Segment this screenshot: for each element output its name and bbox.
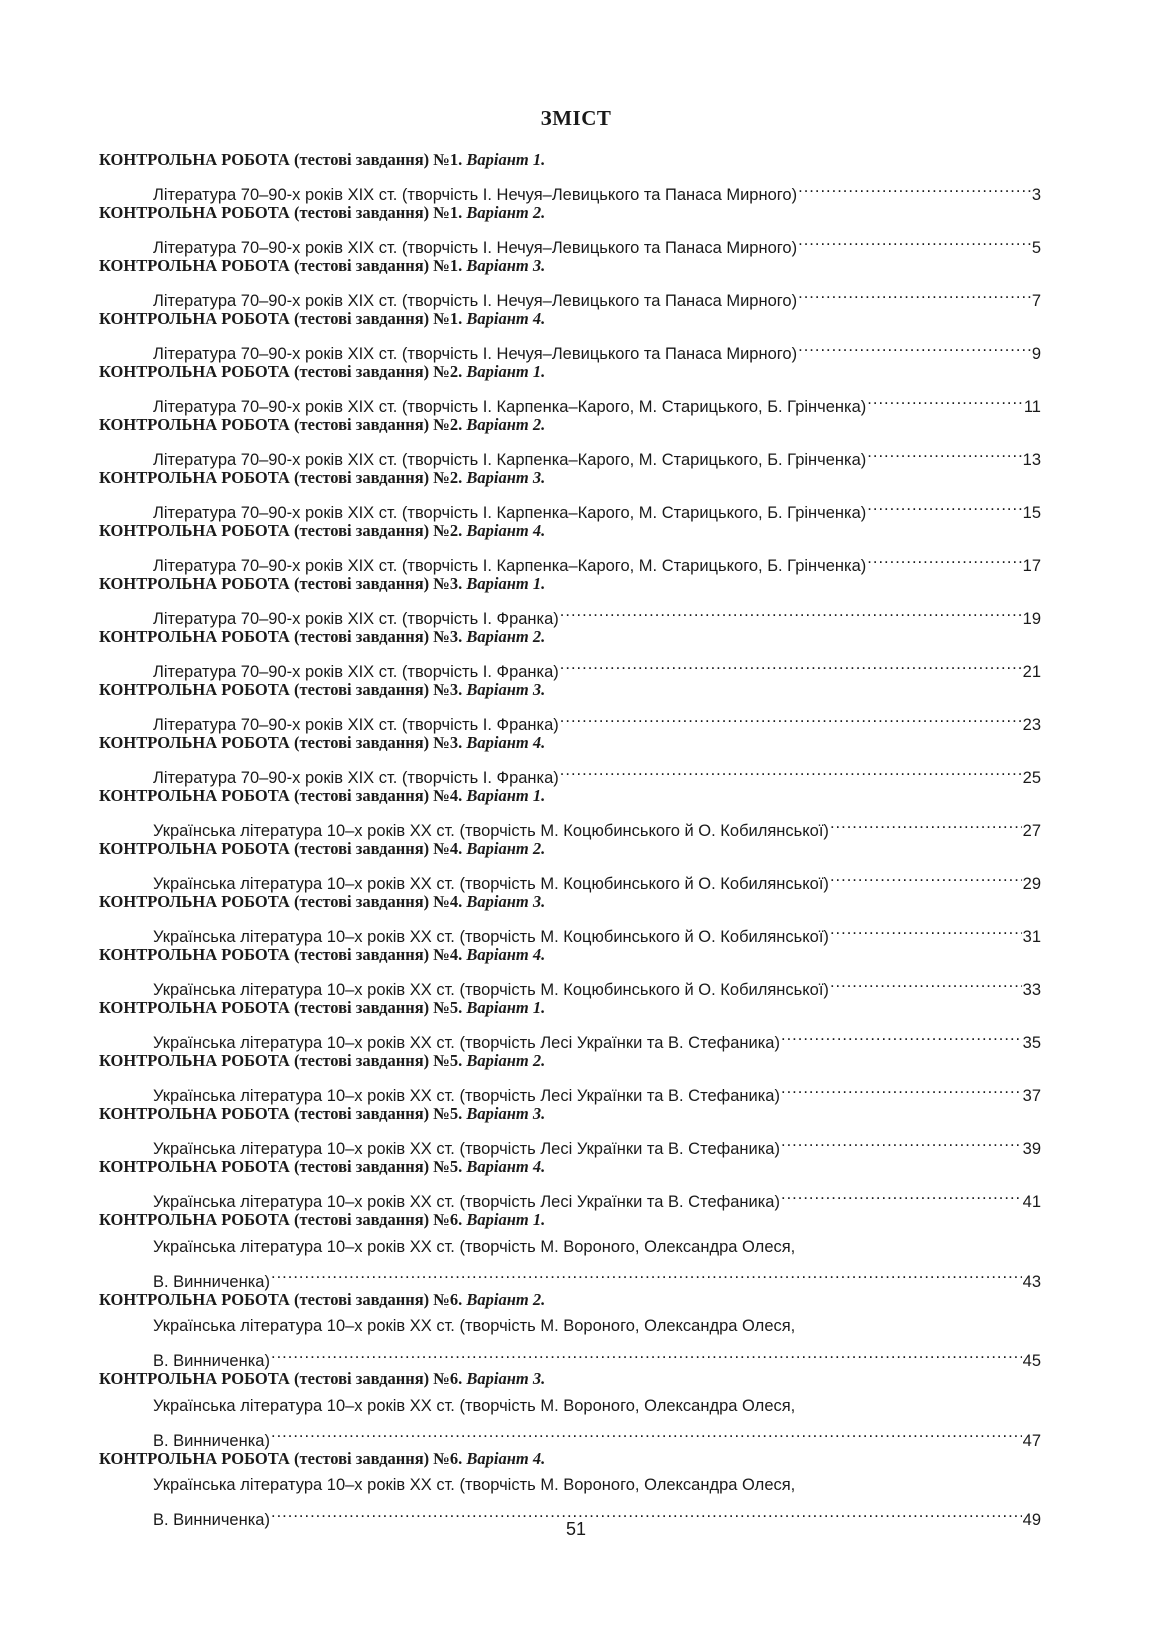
toc-entry-variant: Варіант 1.	[466, 574, 546, 593]
toc-entry-text: Українська література 10–х років ХХ ст. (творчість М. Коцюбинського й О. Кобилянської)	[153, 822, 829, 840]
toc-entry-title: КОНТРОЛЬНА РОБОТА (тестові завдання) №6.	[99, 1369, 463, 1388]
dot-leader	[271, 1340, 1022, 1367]
toc-entry-description	[99, 1472, 1041, 1499]
toc-entry-title: КОНТРОЛЬНА РОБОТА (тестові завдання) №3.	[99, 627, 463, 646]
toc-entry-title: КОНТРОЛЬНА РОБОТА (тестові завдання) №1.	[99, 256, 463, 275]
toc-entry	[99, 730, 1041, 787]
dot-leader	[560, 598, 1022, 625]
dot-leader	[867, 386, 1023, 413]
toc-entry-variant: Варіант 2.	[466, 627, 546, 646]
toc-entry-title: КОНТРОЛЬНА РОБОТА (тестові завдання) №4.	[99, 786, 463, 805]
dot-leader	[867, 439, 1021, 466]
toc-entry-text: Література 70–90-х років ХІХ ст. (творчість І. Франка)	[153, 716, 559, 734]
toc-entry-text: Українська література 10–х років ХХ ст. (творчість М. Вороного, Олександра Олеся,	[153, 1237, 796, 1256]
toc-entry-title: КОНТРОЛЬНА РОБОТА (тестові завдання) №4.	[99, 945, 463, 964]
toc-entry-title: КОНТРОЛЬНА РОБОТА (тестові завдання) №4.	[99, 892, 463, 911]
toc-page-number: 9	[1031, 345, 1041, 363]
toc-entry-title: КОНТРОЛЬНА РОБОТА (тестові завдання) №3.	[99, 574, 463, 593]
toc-page-number: 27	[1022, 822, 1041, 840]
toc-entry-description	[99, 1234, 1041, 1261]
toc-page-number: 41	[1022, 1193, 1041, 1211]
toc-entry-description	[99, 1128, 1041, 1158]
toc-entry-description	[99, 1181, 1041, 1211]
dot-leader	[781, 1075, 1022, 1102]
toc-page-number: 7	[1031, 292, 1041, 310]
toc-page-number: 19	[1022, 610, 1041, 628]
toc-entry-variant: Варіант 4.	[466, 1448, 546, 1468]
toc-entry-text: Українська література 10–х років ХХ ст. (творчість Лесі Українки та В. Стефаника)	[153, 1087, 780, 1105]
toc-entry-title: КОНТРОЛЬНА РОБОТА (тестові завдання) №2.	[99, 468, 463, 487]
toc-entry-text: Література 70–90-х років ХІХ ст. (творчість І. Нечуя–Левицького та Панаса Мирного)	[153, 239, 798, 257]
toc-entry-description	[99, 1393, 1041, 1420]
toc-entry-text: Література 70–90-х років ХІХ ст. (творчість І. Нечуя–Левицького та Панаса Мирного)	[153, 345, 798, 363]
toc-entry-variant: Варіант 4.	[466, 521, 546, 540]
dot-leader	[798, 174, 1031, 201]
toc-entry-heading	[99, 730, 1041, 757]
dot-leader	[560, 704, 1022, 731]
toc-entry-text: Література 70–90-х років ХІХ ст. (творчість І. Франка)	[153, 610, 559, 628]
toc-page-number: 15	[1022, 504, 1041, 522]
toc-entry-title: КОНТРОЛЬНА РОБОТА (тестові завдання) №2.	[99, 415, 463, 434]
toc-entry-variant: Варіант 2.	[466, 415, 546, 434]
toc-entry-text: В. Винниченка)	[153, 1431, 270, 1450]
toc-entry-text: Українська література 10–х років ХХ ст. (творчість М. Коцюбинського й О. Кобилянської)	[153, 875, 829, 893]
dot-leader	[798, 227, 1031, 254]
dot-leader	[830, 916, 1022, 943]
toc-entry-title: КОНТРОЛЬНА РОБОТА (тестові завдання) №6.	[99, 1448, 463, 1468]
toc-entry-text: Література 70–90-х років ХІХ ст. (творчість І. Карпенка–Карого, М. Старицького, Б. Грінченка)	[153, 398, 867, 416]
toc-entry-title: КОНТРОЛЬНА РОБОТА (тестові завдання) №2.	[99, 521, 463, 540]
dot-leader	[798, 280, 1031, 307]
toc-entry-description	[99, 916, 1041, 946]
toc-entry-description	[99, 333, 1041, 363]
toc-entry-description	[99, 1419, 1041, 1450]
toc-entry	[99, 1366, 1041, 1450]
toc-entry-text: Література 70–90-х років ХІХ ст. (творчість І. Франка)	[153, 769, 559, 787]
toc-entry-text: В. Винниченка)	[153, 1272, 270, 1291]
toc-entry-heading	[99, 1446, 1041, 1473]
dot-leader	[271, 1419, 1022, 1446]
toc-entry-title: КОНТРОЛЬНА РОБОТА (тестові завдання) №3.	[99, 733, 463, 752]
toc-entry-description	[99, 598, 1041, 628]
toc-page-number: 21	[1022, 663, 1041, 681]
toc-page-number: 25	[1022, 769, 1041, 787]
toc-page-number: 43	[1022, 1272, 1041, 1291]
toc-page-number: 23	[1022, 716, 1041, 734]
toc-entry-variant: Варіант 3.	[466, 256, 546, 275]
toc-entry-text: В. Винниченка)	[153, 1352, 270, 1370]
toc-page-number: 45	[1022, 1352, 1041, 1370]
toc-entry-heading	[99, 1287, 1041, 1314]
toc-entry-variant: Варіант 1.	[466, 1210, 546, 1229]
dot-leader	[781, 1181, 1022, 1208]
toc-entry-description	[99, 863, 1041, 893]
toc-page-number: 49	[1022, 1511, 1041, 1529]
toc-entry-variant: Варіант 3.	[466, 1104, 546, 1123]
toc-entry-variant: Варіант 4.	[466, 945, 546, 964]
toc-entry-variant: Варіант 1.	[466, 786, 546, 805]
toc-page-number: 3	[1031, 186, 1041, 204]
toc-page-number: 47	[1022, 1431, 1041, 1450]
toc-entry-heading	[99, 677, 1041, 704]
dot-leader	[830, 863, 1022, 890]
toc-entry-text: Українська література 10–х років ХХ ст. (творчість Лесі Українки та В. Стефаника)	[153, 1034, 780, 1052]
toc-entry-variant: Варіант 2.	[466, 1289, 546, 1309]
toc-entry	[99, 1207, 1041, 1291]
toc-page-number: 11	[1023, 398, 1041, 416]
page-number: 51	[565, 1519, 587, 1539]
toc-page-number: 37	[1022, 1087, 1041, 1105]
toc-entry-variant: Варіант 3.	[466, 892, 546, 911]
toc-entry-description	[99, 1075, 1041, 1105]
toc-page-number: 33	[1022, 981, 1041, 999]
dot-leader	[798, 333, 1031, 360]
toc-entry-text: В. Винниченка)	[153, 1511, 270, 1529]
toc-entry-title: КОНТРОЛЬНА РОБОТА (тестові завдання) №5.	[99, 1104, 463, 1123]
toc-entry-variant: Варіант 3.	[466, 468, 546, 487]
toc-entry-description	[99, 386, 1041, 416]
toc-entry-variant: Варіант 2.	[466, 839, 546, 858]
toc-entry-description	[99, 757, 1041, 787]
dot-leader	[830, 810, 1022, 837]
toc-entry-variant: Варіант 1.	[466, 150, 546, 169]
toc-entry-variant: Варіант 3.	[466, 1369, 546, 1388]
toc-entry-heading	[99, 1366, 1041, 1393]
toc-entry-heading	[99, 783, 1041, 810]
toc-entry-description	[99, 492, 1041, 522]
toc-entry	[99, 783, 1041, 840]
toc-entry-description	[99, 1022, 1041, 1052]
toc-entry-title: КОНТРОЛЬНА РОБОТА (тестові завдання) №6.	[99, 1210, 463, 1229]
toc-entry	[99, 677, 1041, 734]
toc-entry	[99, 1287, 1041, 1370]
toc-entry-text: Література 70–90-х років ХІХ ст. (творчість І. Карпенка–Карого, М. Старицького, Б. Грінченка)	[153, 557, 867, 575]
toc-page-number: 29	[1022, 875, 1041, 893]
toc-entry-text: Література 70–90-х років ХІХ ст. (творчість І. Карпенка–Карого, М. Старицького, Б. Грінченка)	[153, 504, 867, 522]
toc-entry-variant: Варіант 1.	[466, 998, 546, 1017]
toc-entry-text: Література 70–90-х років ХІХ ст. (творчість І. Нечуя–Левицького та Панаса Мирного)	[153, 186, 798, 204]
toc-page-number: 31	[1022, 928, 1041, 946]
toc-entry-description	[99, 1313, 1041, 1340]
toc-entry-title: КОНТРОЛЬНА РОБОТА (тестові завдання) №5.	[99, 998, 463, 1017]
toc-entry-title: КОНТРОЛЬНА РОБОТА (тестові завдання) №5.	[99, 1157, 463, 1176]
dot-leader	[781, 1128, 1022, 1155]
page-title: ЗМІСТ	[540, 106, 612, 130]
toc-entry-variant: Варіант 3.	[466, 680, 546, 699]
toc-entry-variant: Варіант 4.	[466, 1157, 546, 1176]
toc-entry-text: Українська література 10–х років ХХ ст. (творчість Лесі Українки та В. Стефаника)	[153, 1140, 780, 1158]
toc-entry-text: Література 70–90-х років ХІХ ст. (творчість І. Карпенка–Карого, М. Старицького, Б. Грінченка)	[153, 451, 867, 469]
toc-entry-text: Українська література 10–х років ХХ ст. (творчість М. Вороного, Олександра Олеся,	[153, 1396, 796, 1415]
toc-entry-text: Література 70–90-х років ХІХ ст. (творчість І. Франка)	[153, 663, 559, 681]
toc-entry-variant: Варіант 4.	[466, 309, 546, 328]
toc-entry-title: КОНТРОЛЬНА РОБОТА (тестові завдання) №2.	[99, 362, 463, 381]
toc-entry-title: КОНТРОЛЬНА РОБОТА (тестові завдання) №1.	[99, 203, 463, 222]
toc-entry-variant: Варіант 4.	[466, 733, 546, 752]
toc-entry-title: КОНТРОЛЬНА РОБОТА (тестові завдання) №1.	[99, 309, 463, 328]
toc-entry	[99, 147, 1041, 204]
toc-entry-description	[99, 1260, 1041, 1291]
toc-entry-text: Українська література 10–х років ХХ ст. (творчість М. Вороного, Олександра Олеся,	[153, 1476, 796, 1494]
toc-entry-description	[99, 545, 1041, 575]
toc-page-number: 39	[1022, 1140, 1041, 1158]
toc-page-number: 35	[1022, 1034, 1041, 1052]
toc-entry-title: КОНТРОЛЬНА РОБОТА (тестові завдання) №6.	[99, 1289, 463, 1309]
toc-entry-description	[99, 280, 1041, 310]
toc-page-number: 5	[1031, 239, 1041, 257]
dot-leader	[560, 757, 1022, 784]
toc-entry-description	[99, 439, 1041, 469]
toc-entry-description	[99, 969, 1041, 999]
toc-entry-text: Література 70–90-х років ХІХ ст. (творчість І. Нечуя–Левицького та Панаса Мирного)	[153, 292, 798, 310]
toc-entry-heading	[99, 147, 1041, 174]
toc-entry-title: КОНТРОЛЬНА РОБОТА (тестові завдання) №3.	[99, 680, 463, 699]
toc-entry-text: Українська література 10–х років ХХ ст. (творчість Лесі Українки та В. Стефаника)	[153, 1193, 780, 1211]
toc-entry-heading	[99, 624, 1041, 651]
toc-entry-description	[99, 1340, 1041, 1370]
dot-leader	[560, 651, 1022, 678]
toc-entry-variant: Варіант 1.	[466, 362, 546, 381]
toc-entry-description	[99, 704, 1041, 734]
toc-page-number: 13	[1022, 451, 1041, 469]
toc-entry-title: КОНТРОЛЬНА РОБОТА (тестові завдання) №1.	[99, 150, 463, 169]
toc-entry-description	[99, 651, 1041, 681]
toc-entry-title: КОНТРОЛЬНА РОБОТА (тестові завдання) №5.	[99, 1051, 463, 1070]
dot-leader	[271, 1260, 1022, 1287]
toc-entry-text: Українська література 10–х років ХХ ст. (творчість М. Коцюбинського й О. Кобилянської)	[153, 981, 829, 999]
toc-entry-title: КОНТРОЛЬНА РОБОТА (тестові завдання) №4.	[99, 839, 463, 858]
dot-leader	[867, 492, 1021, 519]
toc-entry-variant: Варіант 2.	[466, 1051, 546, 1070]
dot-leader	[867, 545, 1021, 572]
dot-leader	[830, 969, 1022, 996]
toc-page-number: 17	[1022, 557, 1041, 575]
toc-entry-variant: Варіант 2.	[466, 203, 546, 222]
dot-leader	[781, 1022, 1022, 1049]
toc-entry-description	[99, 174, 1041, 204]
toc-entry-text: Українська література 10–х років ХХ ст. (творчість М. Вороного, Олександра Олеся,	[153, 1317, 796, 1335]
toc-entry	[99, 624, 1041, 681]
toc-entry-text: Українська література 10–х років ХХ ст. (творчість М. Коцюбинського й О. Кобилянської)	[153, 928, 829, 946]
toc-entry-description	[99, 810, 1041, 840]
toc-entry-description	[99, 227, 1041, 257]
